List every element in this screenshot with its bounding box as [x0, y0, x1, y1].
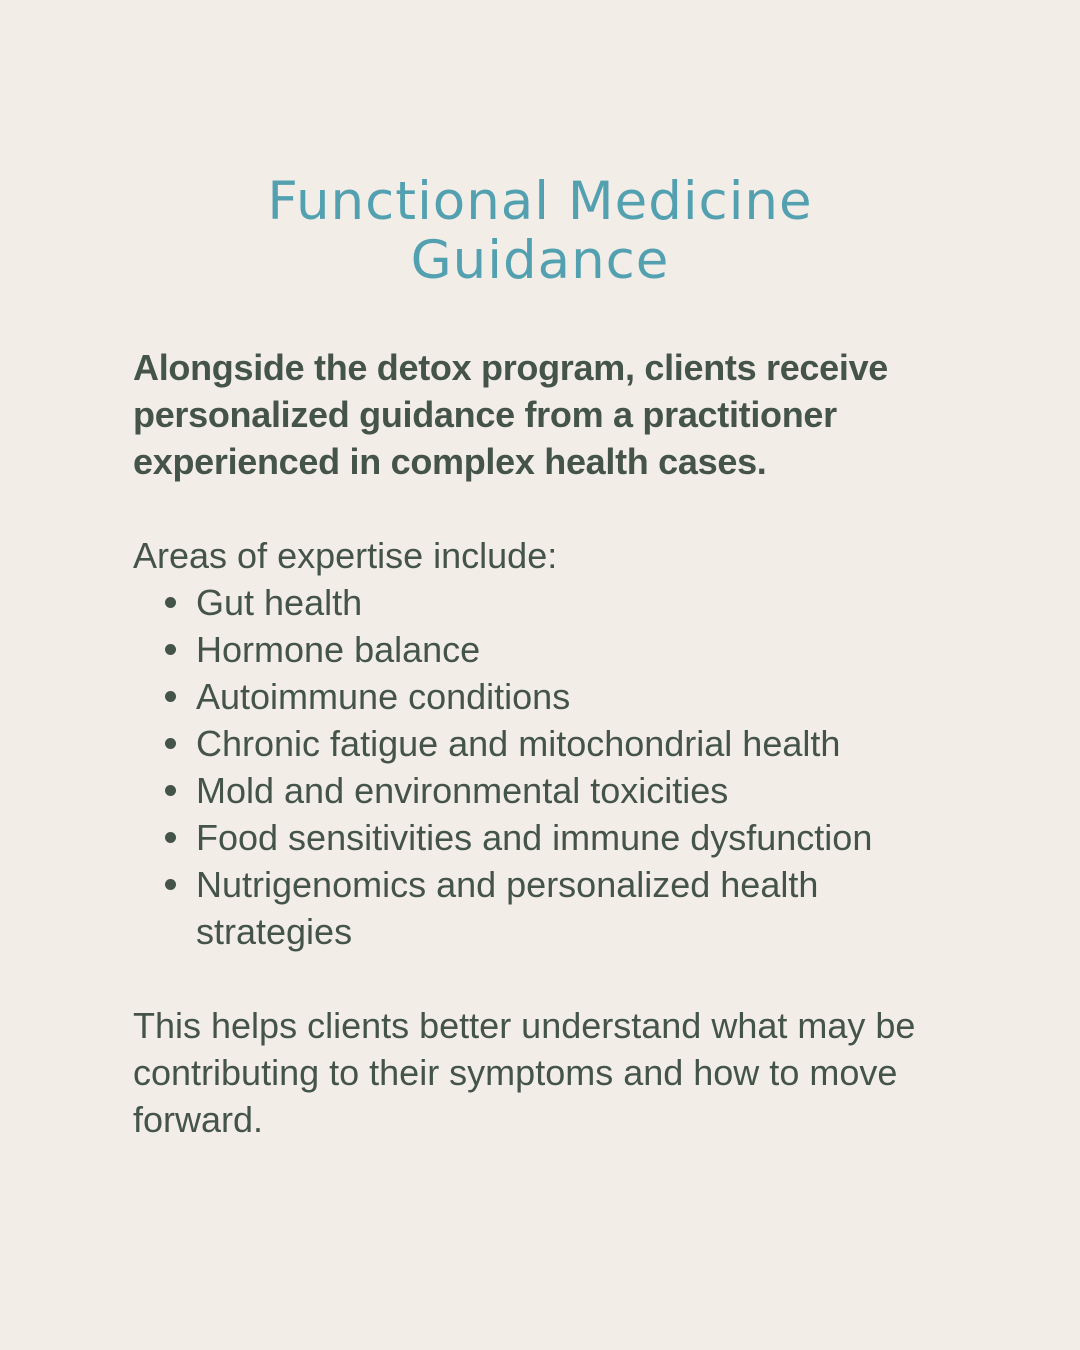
list-item-label: Gut health [196, 582, 363, 623]
list-item [133, 579, 933, 626]
list-item-label: Chronic fatigue and mitochondrial health [196, 723, 841, 764]
page-title-line-2: Guidance [410, 230, 670, 291]
list-item-label: Nutrigenomics and personalized health strategies [196, 864, 819, 952]
list-item-label: Autoimmune conditions [196, 676, 571, 717]
areas-heading: Areas of expertise include: [133, 535, 558, 576]
intro-paragraph: Alongside the detox program, clients receive personalized guidance from a practitioner experienced in complex health cases. [133, 347, 889, 482]
list-item [133, 626, 933, 673]
bullet-icon [165, 597, 176, 608]
bullet-icon [165, 644, 176, 655]
bullet-icon [165, 785, 176, 796]
list-item [133, 720, 933, 767]
bullet-icon [165, 832, 176, 843]
list-item [133, 673, 933, 720]
list-item-label: Hormone balance [196, 629, 481, 670]
bullet-icon [165, 691, 176, 702]
content-body [133, 344, 933, 1143]
list-item [133, 861, 933, 955]
page-title-line-1: Functional Medicine [267, 171, 813, 232]
list-item [133, 767, 933, 814]
closing-paragraph: This helps clients better understand what may be contributing to their symptoms and how to move forward. [133, 1005, 916, 1140]
list-item [133, 814, 933, 861]
bullet-icon [165, 738, 176, 749]
page-title [0, 172, 1080, 290]
list-item-label: Food sensitivities and immune dysfunction [196, 817, 873, 858]
list-item-label: Mold and environmental toxicities [196, 770, 729, 811]
expertise-list [133, 579, 933, 955]
bullet-icon [165, 879, 176, 890]
